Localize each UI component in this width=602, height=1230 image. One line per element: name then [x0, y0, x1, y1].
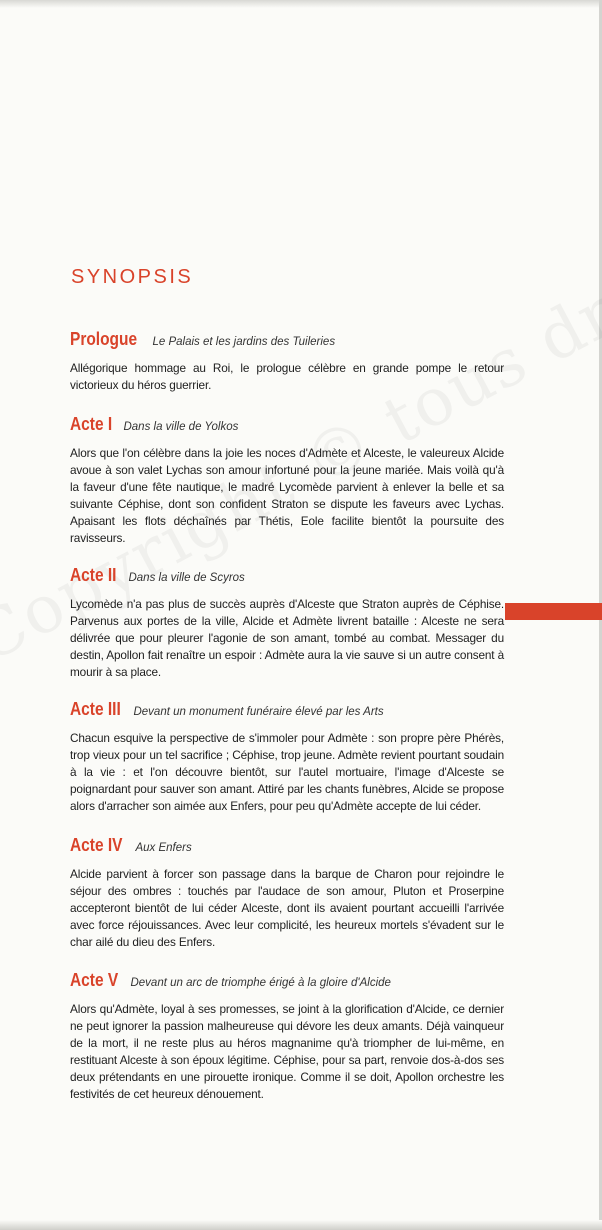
act-place: Aux Enfers — [135, 842, 192, 854]
section-text: Lycomède n'a pas plus de succès auprès d'Alceste que Straton auprès de Céphise. Parvenus aux portes de la ville, Alcide et Admète livrent bataille : Alceste ne sera délivrée que pour pleurer l'agonie de son amant, tombé au combat. Messager du destin, Apollon fait renaître un espoir : Admète aura la vie sauve si un autre consent à mourir à sa place. — [70, 597, 504, 679]
page-title: SYNOPSIS — [71, 266, 194, 288]
act-label: Acte IV — [70, 835, 123, 855]
section-text: Alcide parvient à forcer son passage dans la barque de Charon pour rejoindre le séjour des ombres : touchés par l'audace de son amour, Pluton et Proserpine accepteront bientôt de lui céder Alceste, dont ils avaient pourtant accueilli l'arrivée avec force réjouissances. Avec leur complicité, les heureux mortels s'évadent sur le char ailé du dieu des Enfers. — [70, 867, 504, 949]
section-acte-2 — [70, 564, 504, 681]
act-label: Acte I — [70, 414, 113, 434]
act-place: Dans la ville de Yolkos — [123, 421, 239, 433]
section-heading — [70, 413, 504, 438]
act-place: Le Palais et les jardins des Tuileries — [152, 336, 336, 348]
act-label: Acte II — [70, 565, 117, 585]
act-place: Devant un monument funéraire élevé par les Arts — [133, 706, 384, 718]
page-edge-bottom — [0, 1220, 602, 1230]
act-label: Prologue — [70, 329, 138, 349]
section-text: Alors qu'Admète, loyal à ses promesses, se joint à la glorification d'Alcide, ce dernier ne peut ignorer la passion malheureuse qui dévore les deux amants. Déjà vainqueur de la mort, il ne reste plus au héros magnanime qu'à triompher de lui-même, en restituant Alceste à son époux légitime. Céphise, pour sa part, renvoie dos-à-dos ses deux prétendants en une pirouette ironique. Comme il se doit, Apollon orchestre les festivités de cet heureux dénouement. — [70, 1002, 504, 1101]
section-heading — [70, 328, 504, 353]
section-text: Alors que l'on célèbre dans la joie les noces d'Admète et Alceste, le valeureux Alcide avoue à son valet Lychas son amour infortuné pour la jeune mariée. Mais voilà qu'à la faveur d'une fête nautique, le madré Lycomède parvient à enlever la belle et sa suivante Céphise, dont son confident Straton se dispute les faveurs avec Lychas. Apaisant les flots déchaînés par Thétis, Eole facilite bientôt la poursuite des ravisseurs. — [70, 446, 504, 545]
section-heading — [70, 834, 504, 859]
act-place: Dans la ville de Scyros — [128, 572, 245, 584]
act-label: Acte V — [70, 970, 119, 990]
section-heading — [70, 698, 504, 723]
section-acte-4 — [70, 834, 504, 951]
red-page-tab — [505, 603, 602, 620]
section-acte-1 — [70, 413, 504, 547]
section-text: Chacun esquive la perspective de s'immoler pour Admète : son propre père Phérès, trop vieux pour un tel sacrifice ; Céphise, trop jeune. Admète revient pourtant soudain à la vie : et l'on découvre bientôt, sur l'autel mortuaire, l'image d'Alceste se poignardant pour sauver son amant. Attiré par les chants funèbres, Alcide se propose alors d'arracher son aimée aux Enfers, pour peu qu'Admète accepte de lui céder. — [70, 731, 504, 813]
section-text: Allégorique hommage au Roi, le prologue célèbre en grande pompe le retour victorieux du héros guerrier. — [70, 361, 504, 392]
section-heading — [70, 564, 504, 589]
act-place: Devant un arc de triomphe érigé à la gloire d'Alcide — [130, 977, 391, 989]
act-label: Acte III — [70, 699, 121, 719]
section-prologue — [70, 328, 504, 394]
section-acte-3 — [70, 698, 504, 815]
section-acte-5 — [70, 969, 504, 1103]
page-edge-top — [0, 0, 602, 8]
section-heading — [70, 969, 504, 994]
